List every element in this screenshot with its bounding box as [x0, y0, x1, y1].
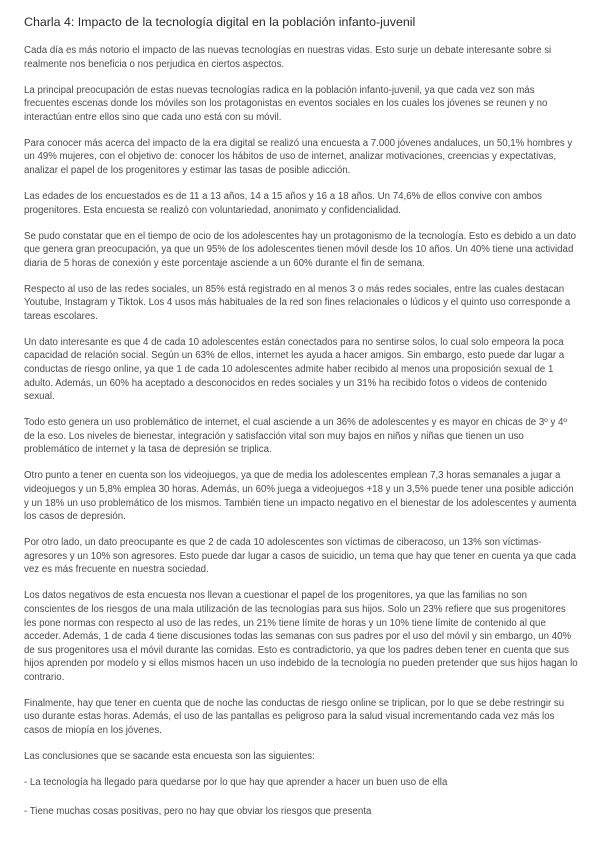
paragraph-social-networks: Respecto al uso de las redes sociales, un 85% está registrado en al menos 3 o más redes sociales, entre las cuales destacan Youtube, Instagram y Tiktok. Los 4 usos más habituales de la red son fines relacionales o lúdicos y el quinto uso corresponde a tareas escolares. — [24, 283, 571, 322]
paragraph-cyberbullying: Por otro lado, un dato preocupante es que 2 de cada 10 adolescentes son víctimas de ciberacoso, un 13% son víctimas-agresores y un 10% son agresores. Esto puede dar lugar a casos de suicidio, un tema que hay que tener en cuenta ya que cada vez es más frecuente en nuestra sociedad. — [24, 537, 577, 576]
paragraph-survey: Para conocer más acerca del impacto de la era digital se realizó una encuesta a 7.000 jóvenes andaluces, un 50,1% hombres y un 49% mujeres, con el objetivo de: conocer los hábitos de uso de internet, analizar motivaciones, creencias y expectativas, analizar el papel de los progenitores y estimar las tasas de posible adicción. — [24, 137, 573, 176]
paragraph-main-concern: La principal preocupación de estas nuevas tecnologías radica en la población infanto-juvenil, ya que cada vez son más frecuentes escenas donde los móviles son los protagonistas en eventos sociales en los cuales los jóvenes se reunen y no interactúan entre ellos sino que cada uno está con su móvil. — [24, 84, 548, 123]
document-page — [24, 14, 580, 833]
document-title: Charla 4: Impacto de la tecnología digital en la población infanto-juvenil — [24, 15, 416, 29]
paragraph-conclusions-intro: Las conclusiones que se sacande esta encuesta son las siguientes: — [24, 751, 315, 763]
paragraph-problematic-use: Todo esto genera un uso problemático de internet, el cual asciende a un 36% de adolescentes y es mayor en chicas de 3º y 4º de la eso. Los niveles de bienestar, integración y satisfacción vital son muy bajos en niños y niñas que tienen un uso problemático de internet y la tasa de depresión se triplica. — [24, 417, 567, 456]
paragraph-videogames: Otro punto a tener en cuenta son los videojuegos, ya que de media los adolescentes emplean 7,3 horas semanales a jugar a videojuegos y un 5,8% emplea 30 horas. Además, un 60% juega a videojuegos +18 y un 3,5% puede tener una posible adicción y un 18% un uso problemático de los mismos. También tiene un impacto negativo en el bienestar de los adolescentes y aumenta los casos de depresión. — [24, 470, 577, 523]
paragraph-parents: Los datos negativos de esta encuesta nos llevan a cuestionar el papel de los progenitores, ya que las familias no son conscientes de los riesgos de una mala utilización de las tecnologías para sus hijos. Solo un 23% refiere que sus progenitores les pone normas con respecto al uso de las redes, un 21% tiene límite de horas y un 10% tiene límite de contenido al que acceder. Además, 1 de cada 4 tiene discusiones todas las semanas con sus padres por el uso del móvil y sin embargo, un 40% de sus progenitores usa el móvil durante las comidas. Esto es contradictorio, ya que los padres deben tener en cuenta que sus hijos aprenden por modelo y si ellos mismos hacen un uso indebido de la tecnología no pueden pretender que sus hijos hagan lo contrario. — [24, 590, 578, 683]
paragraph-night-risks: Finalmente, hay que tener en cuenta que de noche las conductas de riesgo online se triplican, por lo que se debe restringir su uso durante estas horas. Además, el uso de las pantallas es peligroso para la salud visual incrementando cada vez más los casos de miopía en los jóvenes. — [24, 697, 565, 737]
paragraph-leisure: Se pudo constatar que en el tiempo de ocio de los adolescentes hay un protagonismo de la tecnología. Esto es debido a un dato que genera gran preocupación, ya que un 95% de los adolescentes tienen móvil desde los 10 años. Un 40% tiene una actividad diaria de 5 horas de conexión y este porcentaje asciende a un 60% durante el fin de semana. — [24, 230, 577, 269]
conclusion-item: - La tecnología ha llegado para quedarse por lo que hay que aprender a hacer un buen uso de ella — [24, 777, 448, 789]
paragraph-ages: Las edades de los encuestados es de 11 a 13 años, 14 a 15 años y 16 a 18 años. Un 74,6% de ellos convive con ambos progenitores. Esta encuesta se realizó con voluntariedad, anonimato y confidencialidad. — [24, 190, 542, 216]
conclusion-item: - Tiene muchas cosas positivas, pero no hay que obviar los riesgos que presenta — [24, 805, 372, 817]
paragraph-loneliness: Un dato interesante es que 4 de cada 10 adolescentes están conectados para no sentirse solos, lo cual solo empeora la poca capacidad de relación social. Según un 63% de ellos, internet les ayuda a hacer amigos. Sin embargo, esto puede dar lugar a conductas de riesgo online, ya que 1 de cada 10 adolescentes admite haber recibido al menos una proposición sexual de 1 adulto. Además, un 60% ha aceptado a desconocidos en redes sociales y un 31% ha recibido fotos o videos de contenido sexual. — [24, 336, 565, 403]
paragraph-intro: Cada día es más notorio el impacto de las nuevas tecnologías en nuestras vidas. Esto surje un debate interesante sobre si realmente nos beneficia o nos perjudica en ciertos aspectos. — [24, 45, 552, 70]
